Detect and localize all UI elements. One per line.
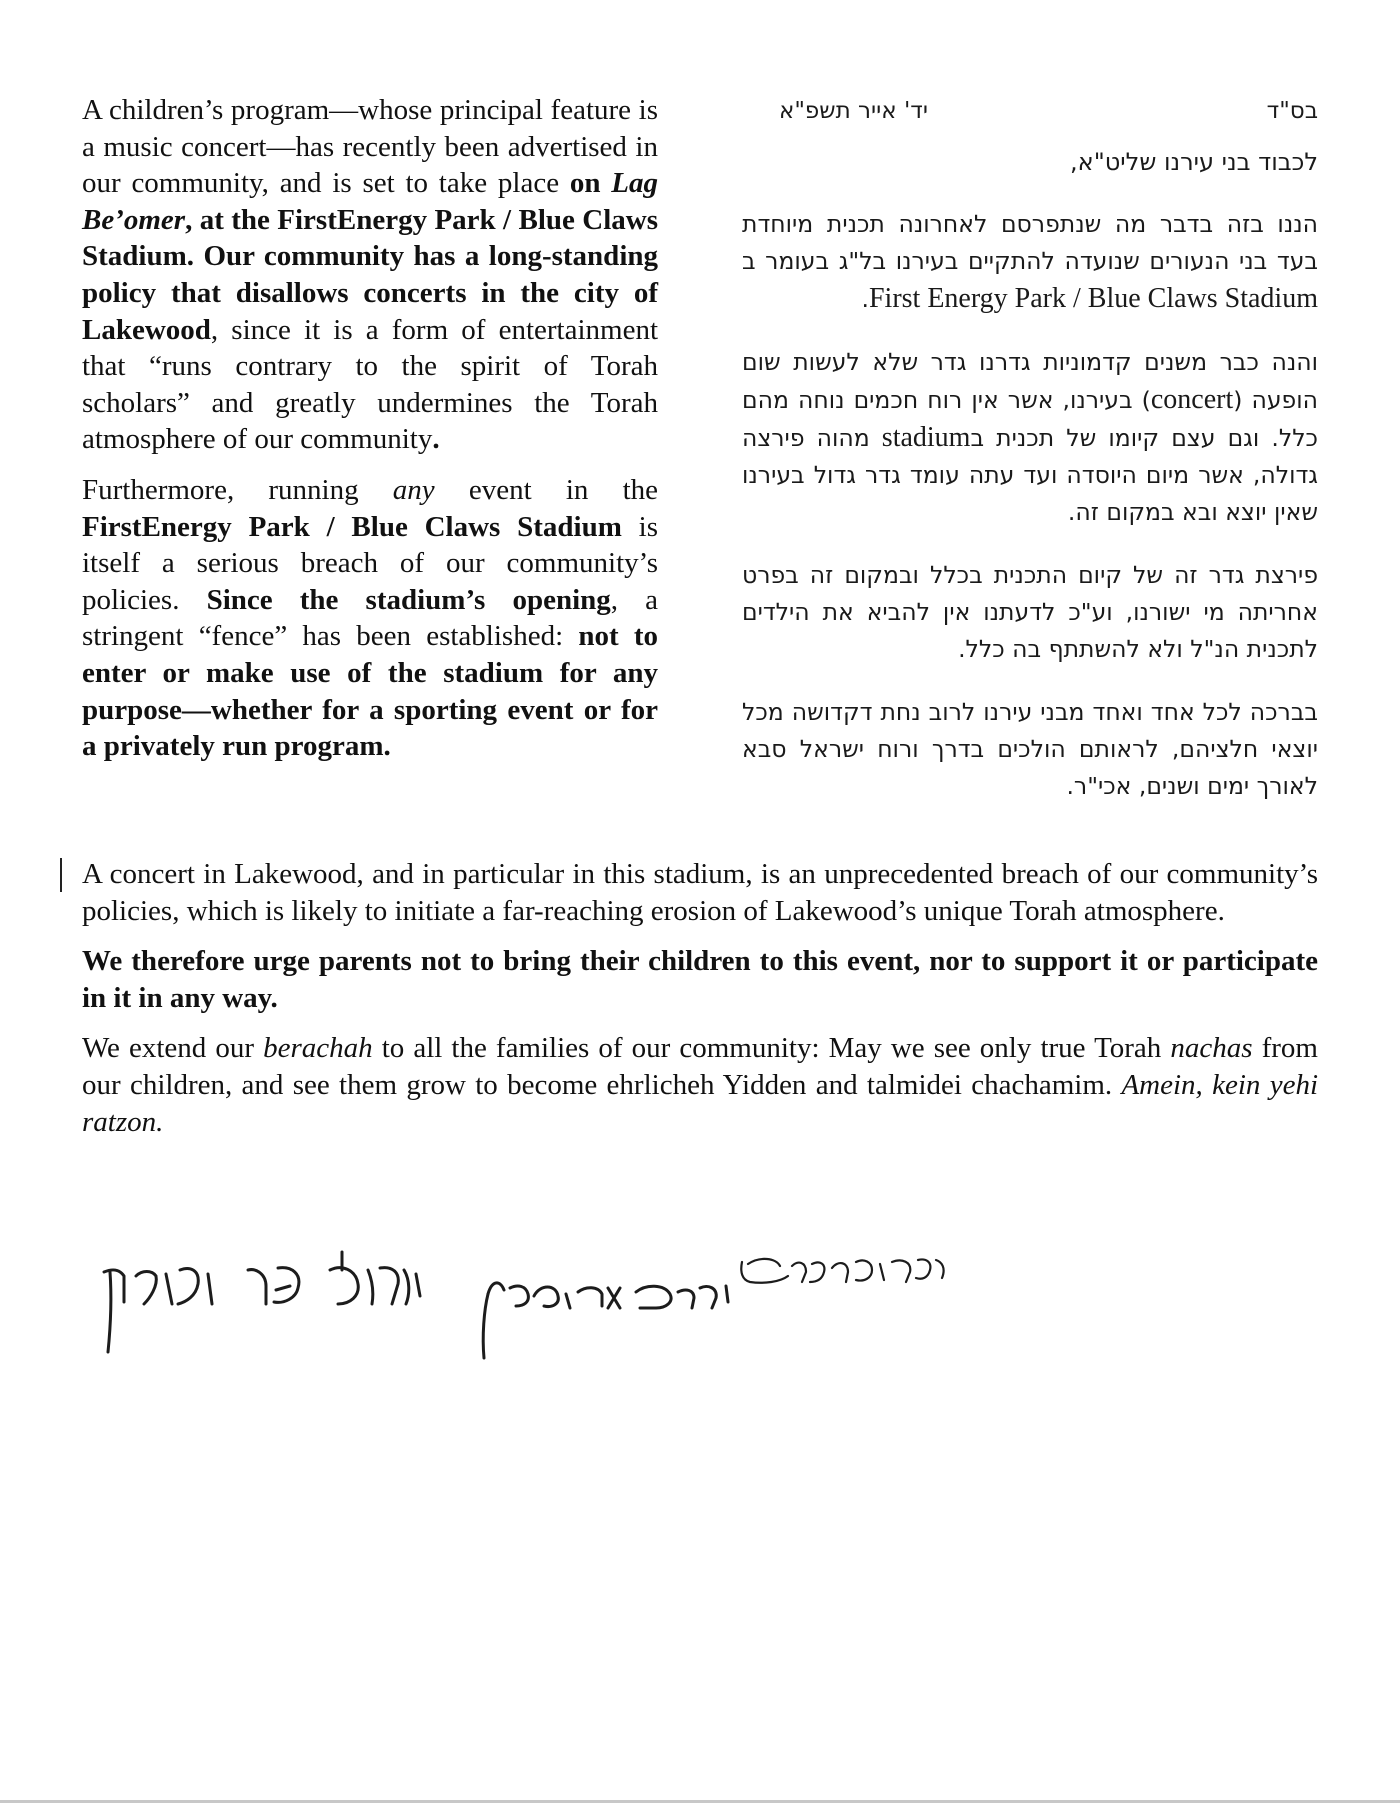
text-span: , a stringent “fence” has been established: <box>82 583 659 653</box>
text-span: . <box>861 285 869 313</box>
bold-span: Since the stadium’s opening <box>206 583 611 616</box>
italic-span: nachas <box>1170 1032 1253 1065</box>
english-phrase: concert <box>1150 384 1234 415</box>
signatures-drawing <box>80 1240 1020 1370</box>
english-phrase: stadium <box>881 422 971 453</box>
bold-span: Our community has a long-standing policy that disallows concerts in the city of Lakewood <box>82 240 658 346</box>
hebrew-paragraph-2 <box>742 344 1318 531</box>
signatures <box>80 1240 1020 1370</box>
text-span: to all the families of our community: May we see only true Torah <box>372 1032 1171 1065</box>
english-paragraph-2 <box>82 472 658 765</box>
text-span: ) בעירנו, אשר אין רוח חכמים נוחה מהם כלל. וגם עצם קיומו של תכנית ב <box>742 386 1318 452</box>
bsd-mark: בס"ד <box>1266 98 1318 124</box>
text-span: from our children, and see them grow to become ehrlicheh Yidden and talmidei chachamim. <box>82 1032 1318 1101</box>
bold-span: not to enter or make use of the stadium for any purpose—whether for a sporting event or for a privately run program. <box>82 620 658 763</box>
full-width-section <box>82 856 1318 1140</box>
hebrew-paragraph-1 <box>742 206 1318 318</box>
text-span: We extend our <box>82 1032 264 1065</box>
signature-3 <box>741 1259 943 1283</box>
english-column <box>82 92 658 765</box>
hebrew-date: יד' אייר תשפ"א <box>778 98 928 124</box>
hebrew-header <box>742 90 1318 130</box>
text-span: הננו בזה בדבר מה שנתפרסם לאחרונה תכנית מיוחדת בעד בני הנעורים שנועדה להתקיים בעירנו בל"ג בעומר ב <box>742 210 1318 275</box>
text-span: event in the <box>434 473 659 506</box>
english-paragraph-5 <box>82 1030 1318 1140</box>
text-span: A children’s program—whose principal feature is a music concert—has recently been advertised in our community, and is set to take place <box>82 94 658 200</box>
text-span: והנה כבר משנים קדמוניות גדרנו גדר שלא לעשות שום הופעה ( <box>742 348 1318 414</box>
hebrew-salutation: לכבוד בני עירנו שליט"א, <box>1070 148 1318 176</box>
english-paragraph-1 <box>82 92 658 458</box>
signature-1 <box>104 1252 420 1352</box>
hebrew-paragraph-3: פירצת גדר זה של קיום התכנית בכלל ובמקום זה בפרט אחריתה מי ישורנו, וע"כ לדעתנו אין להביא את הילדים לתכנית הנ"ל ולא להשתתף בה כלל. <box>742 561 1318 663</box>
italic-span: any <box>392 473 435 506</box>
bold-span: We therefore urge parents not to bring their children to this event, nor to support it or participate in it in any way. <box>82 945 1318 1014</box>
text-span: , since it is a form of entertainment that “runs contrary to the spirit of Torah scholars” and greatly undermines the Torah atmosphere of our community <box>82 313 658 456</box>
english-paragraph-4 <box>82 943 1318 1016</box>
bold-span: , at the FirstEnergy Park / Blue Claws Stadium. <box>82 203 658 273</box>
bold-italic-span: Lag Be’omer <box>82 167 658 236</box>
italic-span: berachah <box>263 1032 373 1065</box>
bold-span: . <box>432 423 440 456</box>
text-span: מהוה פירצה גדולה, אשר מיום היוסדה ועד עתה עומד גדר גדול בעירנו שאין יוצא ובא במקום זה. <box>742 424 1318 526</box>
bold-span: on <box>569 167 612 200</box>
text-span: is itself a serious breach of our community’s policies. <box>82 510 658 616</box>
english-phrase: First Energy Park / Blue Claws Stadium <box>868 283 1318 314</box>
page-bottom-edge <box>0 1800 1400 1803</box>
hebrew-paragraph-4: בברכה לכל אחד ואחד מבני עירנו לרוב נחת דקדושה מכל יוצאי חלציהם, לראותם הולכים בדרך ורוח ישראל סבא לאורך ימים ושנים, אכי"ר. <box>742 698 1318 800</box>
text-span: Furthermore, running <box>82 473 393 506</box>
signature-2 <box>483 1283 728 1358</box>
english-paragraph-3: A concert in Lakewood, and in particular in this stadium, is an unprecedented breach of our community’s policies, which is likely to initiate a far-reaching erosion of Lakewood’s unique Torah atmosphere. <box>82 858 1318 927</box>
hebrew-column <box>742 90 1318 831</box>
italic-span: Amein, kein yehi ratzon. <box>82 1068 1319 1138</box>
text-cursor <box>60 858 62 892</box>
bold-span: FirstEnergy Park / Blue Claws Stadium <box>82 510 622 543</box>
